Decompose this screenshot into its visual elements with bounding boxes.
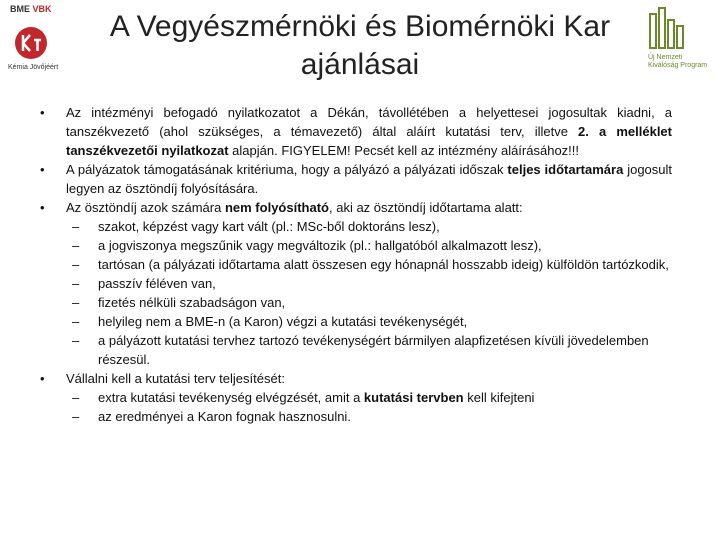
text-run: Az intézményi befogadó nyilatkozatot a Dékán, távollétében a helyettesei jogosultak kiadni, a tanszékvezető (ahol szükséges, a témavezető) által aláírt kutatási terv, illetve bbox=[66, 105, 672, 139]
sub-bullet-item bbox=[40, 331, 672, 369]
sub-bullet-text: tartósan (a pályázati időtartama alatt összesen egy hónapnál hosszabb ideig) külföldön tartózkodik, bbox=[98, 257, 669, 272]
bullet-item bbox=[40, 198, 672, 217]
bold-text: teljes időtartamára bbox=[507, 162, 624, 177]
text-run: , aki az ösztöndíj időtartama alatt: bbox=[328, 200, 523, 215]
sub-bullet-text: a pályázott kutatási tervhez tartozó tevékenységért bármilyen alapfizetésen kívüli jövedelemben részesül. bbox=[98, 333, 649, 367]
sub-bullet-marker: – bbox=[72, 409, 80, 424]
bullet-marker: • bbox=[40, 371, 45, 386]
sub-bullet-item bbox=[40, 236, 672, 255]
text-run: A pályázatok támogatásának kritériuma, hogy a pályázó a pályázati időszak bbox=[66, 162, 508, 177]
bullet-item bbox=[40, 160, 672, 198]
bullet-item bbox=[40, 103, 672, 160]
bold-text: nem folyósítható bbox=[224, 200, 329, 215]
text-run: kell kifejteni bbox=[463, 390, 535, 405]
sub-bullet-marker: – bbox=[72, 333, 80, 348]
bullet-text bbox=[66, 369, 672, 388]
sub-bullet-text: fizetés nélküli szabadságon van, bbox=[98, 295, 286, 310]
sub-bullet-text bbox=[98, 409, 351, 424]
text-run: alapján. FIGYELEM! Pecsét kell az intézmény aláírásához!!! bbox=[228, 143, 580, 158]
sub-bullet-text: a jogviszonya megszűnik vagy megváltozik (pl.: hallgatóból alkalmazott lesz), bbox=[98, 238, 542, 253]
page-title: A Vegyészmérnöki és Biomérnöki Kar ajánlásai bbox=[109, 10, 611, 81]
bullet-marker: • bbox=[40, 200, 45, 215]
sub-bullet-text: passzív féléven van, bbox=[98, 276, 216, 291]
sub-bullet-marker: – bbox=[72, 390, 80, 405]
bold-text: 2. a melléklet tanszékvezetői nyilatkozat bbox=[66, 124, 672, 158]
text-run: az eredményei a Karon fognak hasznosulni. bbox=[98, 409, 351, 424]
ujnkp-emblem-icon bbox=[648, 6, 688, 52]
sub-bullet-text: helyileg nem a BME-n (a Karon) végzi a kutatási tevékenységét, bbox=[98, 314, 468, 329]
sub-bullet-marker: – bbox=[72, 219, 80, 234]
text-run: Az ösztöndíj azok számára bbox=[66, 200, 225, 215]
sub-bullet-item bbox=[40, 293, 672, 312]
logo-left-top-text: BME VBK bbox=[10, 4, 52, 14]
bullet-text bbox=[66, 198, 672, 217]
sub-bullet-item bbox=[40, 407, 672, 426]
sub-bullet-marker: – bbox=[72, 257, 80, 272]
ujnkp-logo bbox=[648, 6, 708, 72]
text-run: Vállalni kell a kutatási terv teljesítését: bbox=[66, 371, 285, 386]
bme-vbk-logo bbox=[6, 2, 64, 72]
text-run: extra kutatási tevékenység elvégzését, amit a bbox=[98, 390, 364, 405]
sub-bullet-text bbox=[98, 390, 534, 405]
sub-bullet-marker: – bbox=[72, 295, 80, 310]
bullet-marker: • bbox=[40, 105, 45, 120]
bullet-text bbox=[66, 103, 672, 160]
sub-bullet-item bbox=[40, 388, 672, 407]
bullet-item bbox=[40, 369, 672, 388]
sub-bullet-item bbox=[40, 312, 672, 331]
sub-bullet-marker: – bbox=[72, 276, 80, 291]
text-run: jogosult legyen az ösztöndíj folyósítására. bbox=[66, 162, 673, 196]
sub-bullet-marker: – bbox=[72, 238, 80, 253]
sub-bullet-text: szakot, képzést vagy kart vált (pl.: MSc-ből doktoráns lesz), bbox=[98, 219, 440, 234]
kemia-emblem-icon bbox=[14, 26, 48, 60]
bullet-marker: • bbox=[40, 162, 45, 177]
logo-left-bottom-text: Kémia Jövőjéért bbox=[8, 64, 59, 71]
sub-bullet-marker: – bbox=[72, 314, 80, 329]
bold-text: kutatási tervben bbox=[363, 390, 464, 405]
sub-bullet-item bbox=[40, 217, 672, 236]
bullet-list bbox=[40, 103, 672, 426]
ujnkp-logo-text: Új Nemzeti Kiválóság Program bbox=[648, 54, 708, 69]
sub-bullet-item bbox=[40, 274, 672, 293]
sub-bullet-item bbox=[40, 255, 672, 274]
bullet-text bbox=[66, 160, 672, 198]
